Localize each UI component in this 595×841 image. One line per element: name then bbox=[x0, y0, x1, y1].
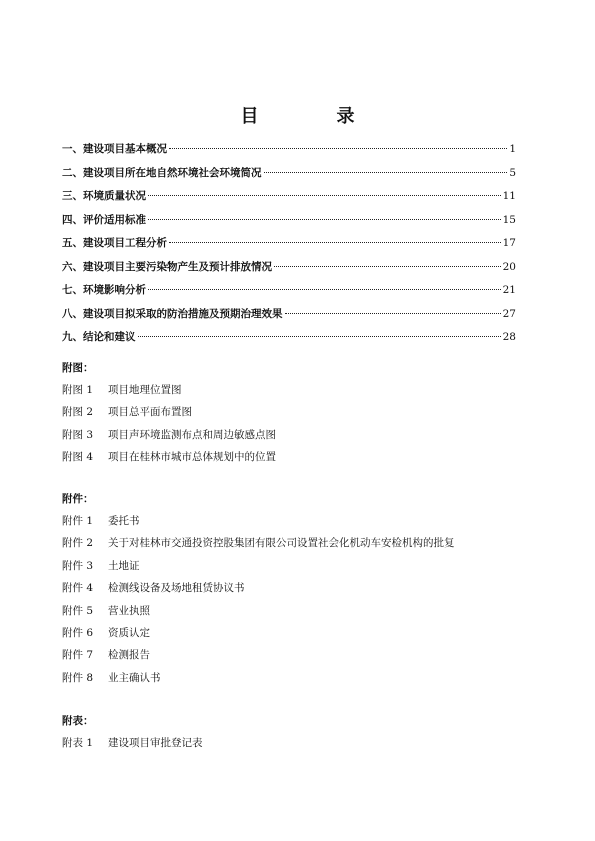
attachment-item-text: 资质认定 bbox=[108, 626, 150, 639]
toc-entry[interactable] bbox=[62, 282, 516, 306]
figure-item[interactable] bbox=[62, 401, 542, 423]
figure-item-label: 附图 4 bbox=[62, 451, 94, 464]
figure-item[interactable] bbox=[62, 379, 542, 401]
toc-entry-page: 17 bbox=[502, 237, 516, 249]
toc-leader-dots bbox=[264, 172, 508, 173]
tables-section bbox=[62, 710, 542, 754]
page-title: 目 录 bbox=[240, 106, 385, 127]
attachment-item[interactable] bbox=[62, 622, 542, 644]
attachment-item-label: 附件 7 bbox=[62, 649, 94, 662]
attachment-item[interactable] bbox=[62, 555, 542, 577]
toc-entry-page: 15 bbox=[502, 213, 516, 226]
toc-entry-page: 21 bbox=[502, 284, 516, 296]
toc-leader-dots bbox=[138, 336, 501, 337]
toc-entry-label: 三、环境质量状况 bbox=[62, 190, 146, 202]
table-item-label: 附表 1 bbox=[62, 737, 94, 749]
toc-entry[interactable] bbox=[62, 235, 516, 259]
figures-section bbox=[62, 357, 542, 469]
table-item[interactable] bbox=[62, 732, 542, 754]
figure-item-text: 项目地理位置图 bbox=[108, 384, 182, 396]
figures-heading: 附图： bbox=[62, 362, 94, 374]
toc-leader-dots bbox=[148, 195, 501, 196]
attachment-item-text: 营业执照 bbox=[108, 604, 150, 617]
attachment-item-text: 委托书 bbox=[108, 515, 140, 527]
toc-entry-label: 四、评价适用标准 bbox=[62, 213, 146, 226]
attachment-item[interactable] bbox=[62, 577, 542, 599]
tables-heading: 附表： bbox=[62, 715, 94, 727]
toc-leader-dots bbox=[169, 242, 501, 243]
toc-entry-label: 五、建设项目工程分析 bbox=[62, 237, 167, 249]
toc-entry[interactable] bbox=[62, 306, 516, 330]
attachment-item-text: 关于对桂林市交通投资控股集团有限公司设置社会化机动车安检机构的批复 bbox=[108, 537, 455, 550]
figure-item[interactable] bbox=[62, 446, 542, 468]
figure-item-label: 附图 1 bbox=[62, 384, 94, 396]
toc-leader-dots bbox=[285, 313, 501, 314]
toc-entry-label: 九、结论和建议 bbox=[62, 331, 136, 343]
toc-entry-page: 11 bbox=[502, 190, 516, 202]
attachment-item[interactable] bbox=[62, 510, 542, 532]
attachment-item-label: 附件 6 bbox=[62, 626, 94, 639]
toc-entry-page: 1 bbox=[509, 143, 516, 155]
attachments-section bbox=[62, 488, 542, 689]
attachment-item[interactable] bbox=[62, 600, 542, 622]
toc-entry-page: 5 bbox=[509, 166, 516, 179]
attachment-item-label: 附件 1 bbox=[62, 515, 94, 527]
attachment-item-text: 检测报告 bbox=[108, 649, 150, 662]
figure-item-text: 项目声环境监测布点和周边敏感点图 bbox=[108, 428, 276, 441]
toc-leader-dots bbox=[148, 219, 501, 220]
figure-item-text: 项目在桂林市城市总体规划中的位置 bbox=[108, 451, 276, 464]
toc-entry-label: 一、建设项目基本概况 bbox=[62, 143, 167, 155]
toc-entry-label: 八、建设项目拟采取的防治措施及预期治理效果 bbox=[62, 307, 283, 320]
toc-entry-label: 七、环境影响分析 bbox=[62, 284, 146, 296]
toc-entry[interactable] bbox=[62, 329, 516, 353]
toc-leader-dots bbox=[169, 148, 507, 149]
attachment-item-label: 附件 5 bbox=[62, 604, 94, 617]
attachment-item[interactable] bbox=[62, 532, 542, 554]
attachments-heading: 附件： bbox=[62, 493, 94, 505]
attachment-item-label: 附件 3 bbox=[62, 559, 94, 572]
toc-entry-label: 二、建设项目所在地自然环境社会环境简况 bbox=[62, 166, 262, 179]
attachment-item-label: 附件 4 bbox=[62, 582, 94, 595]
toc-entry[interactable] bbox=[62, 141, 516, 165]
toc-entry[interactable] bbox=[62, 259, 516, 283]
attachment-item-text: 业主确认书 bbox=[108, 671, 161, 684]
table-item-text: 建设项目审批登记表 bbox=[108, 737, 203, 749]
toc-entry-page: 20 bbox=[502, 260, 516, 273]
attachment-item-text: 检测线设备及场地租赁协议书 bbox=[108, 582, 245, 595]
toc-entry[interactable] bbox=[62, 188, 516, 212]
toc-entry-label: 六、建设项目主要污染物产生及预计排放情况 bbox=[62, 260, 272, 273]
figure-item-label: 附图 3 bbox=[62, 428, 94, 441]
toc-leader-dots bbox=[148, 289, 501, 290]
table-of-contents bbox=[62, 141, 516, 353]
toc-entry-page: 27 bbox=[502, 307, 516, 320]
attachment-item[interactable] bbox=[62, 644, 542, 666]
toc-entry-page: 28 bbox=[502, 331, 516, 343]
figure-item-label: 附图 2 bbox=[62, 406, 94, 419]
attachment-item-label: 附件 2 bbox=[62, 537, 94, 550]
toc-entry[interactable] bbox=[62, 165, 516, 189]
figure-item[interactable] bbox=[62, 424, 542, 446]
attachment-item-text: 土地证 bbox=[108, 559, 140, 572]
attachment-item[interactable] bbox=[62, 667, 542, 689]
toc-entry[interactable] bbox=[62, 212, 516, 236]
figure-item-text: 项目总平面布置图 bbox=[108, 406, 192, 419]
attachment-item-label: 附件 8 bbox=[62, 671, 94, 684]
toc-leader-dots bbox=[274, 266, 501, 267]
